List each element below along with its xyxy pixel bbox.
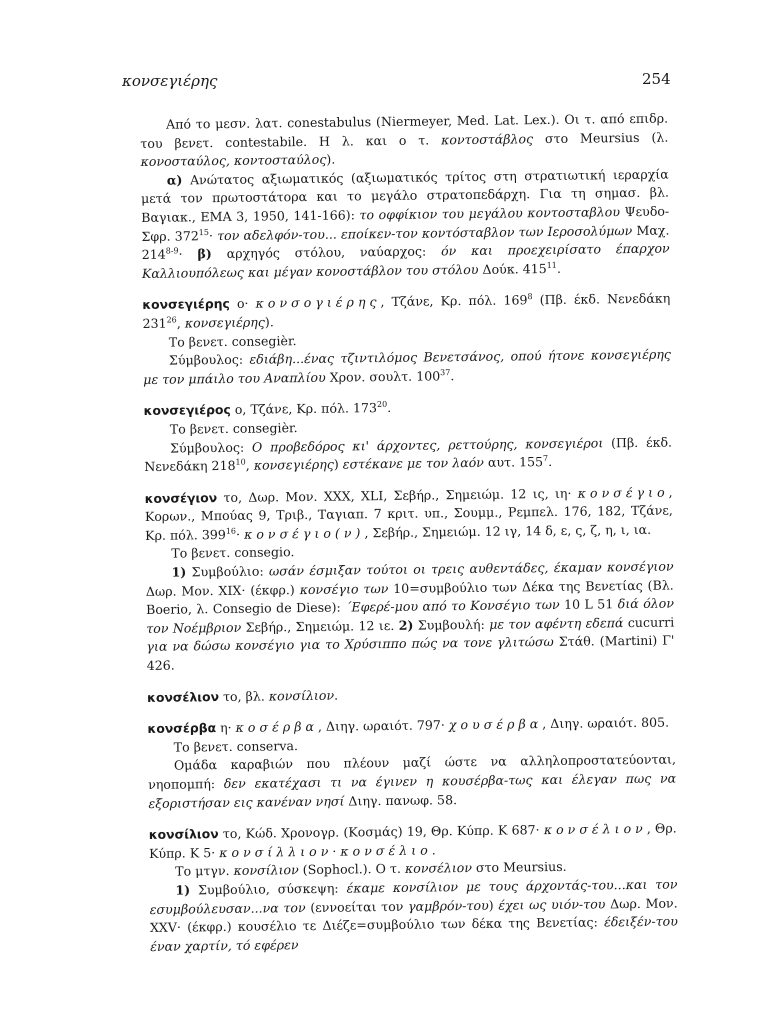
- text-run: το, Δωρ. Μον. XXX, XLI, Σεβήρ., Σημειώμ. 12 ις, ιη·: [217, 485, 578, 505]
- italic-text: δεν εκατέχασι τι να έγινεν η κουσέρβα-τως και έλεγαν πως να εξοριστήσαν εις κανέναν νησί: [148, 770, 677, 811]
- text-run: Το μτγν.: [175, 863, 234, 880]
- italic-text: κονσίλιον: [268, 687, 335, 704]
- headword: κονσέλιον: [147, 688, 220, 705]
- text-run: Δωρ. Μον. XIX· (έκφρ.): [145, 581, 300, 599]
- text-run: , Κορων., Μπούας 9, Τριβ., Ταγιαπ. 7 κριτ. υπ., Σουμμ., Ρεμπελ. 176, 182, Τζάνε, Κρ. πόλ. 399: [144, 484, 673, 543]
- page-number: 254: [642, 70, 671, 88]
- headword: κονσίλιον: [148, 826, 219, 843]
- superscript: 7: [542, 453, 549, 464]
- text-run: , Διηγ. ωραιότ. 805.: [542, 714, 670, 732]
- text-run: ).: [264, 314, 274, 330]
- text-run: Χρον. σουλτ. 100: [325, 368, 441, 385]
- sense-number: 1): [171, 564, 187, 580]
- text-run: ,: [245, 457, 254, 473]
- spaced-variant: χουσέρβα: [448, 716, 543, 733]
- text-run: .: [450, 367, 455, 383]
- italic-text: κονσεγιέρης: [184, 314, 265, 331]
- italic-text: κονσίλιον: [233, 862, 299, 879]
- spaced-variant: κοσέρβα: [235, 719, 319, 736]
- text-run: Σύμβουλος:: [169, 439, 253, 456]
- text-run: (εννοείται τον: [305, 898, 409, 915]
- italic-text: ΄Εφερέ-μου από το Κονσέγιο των: [345, 597, 560, 615]
- superscript: 8: [527, 292, 533, 302]
- text-run: ): [488, 897, 499, 913]
- paragraph: [147, 682, 675, 707]
- superscript: 26: [166, 315, 177, 325]
- italic-text: κονσεγιέρης: [253, 456, 334, 473]
- text-run: .: [387, 400, 392, 416]
- italic-text: με τον αφέντη εδεπά: [489, 614, 624, 632]
- text-run: στο Meursius.: [471, 859, 567, 876]
- text-run: .: [548, 454, 553, 470]
- paragraph: [141, 165, 670, 283]
- spaced-variant: κονσίλλιον: [219, 843, 333, 860]
- italic-text: εστέκανε με τον λαόν: [342, 454, 484, 472]
- headword: κονσέγιον: [144, 489, 218, 506]
- text-run: Ανώτατος αξιωματικός (αξιωματικός τρίτος στη στρατιωτική ιεραρχία μετά τον πρωτοστάτορα και το μεγάλο στρατοπεδάρχη. Για τη σημασ. βλ. Βαγιακ., ΕΜΑ 3, 1950, 141-166):: [140, 166, 670, 225]
- text-run: το, Κώδ. Χρονογρ. (Κοσμάς) 19, Θρ. Κύπρ. Κ 687·: [218, 822, 544, 842]
- spaced-variant: κονσέλιο: [340, 842, 432, 859]
- text-run: Σεβήρ., Σημειώμ. 12 ιε.: [241, 617, 399, 635]
- text-run: ,: [176, 315, 185, 331]
- text-run: (Sophocl.). Ο τ.: [298, 861, 406, 878]
- text-run: ·: [332, 843, 341, 859]
- text-run: Συμβούλιο, σύσκεψη:: [190, 880, 347, 898]
- italic-text: κοντοστάβλος: [441, 130, 534, 147]
- text-run: (Πβ. έκδ. Νενεδάκη 218: [144, 434, 673, 475]
- text-run: το, βλ.: [218, 688, 269, 704]
- text-run: Συμβούλιο:: [186, 563, 270, 580]
- spaced-variant: κονσέγιο(ν): [243, 525, 365, 542]
- text-run: , Σεβήρ., Σημειώμ. 12 ιγ, 14 δ, ε, ς, ζ, η, ι, ια.: [364, 521, 652, 541]
- text-run: Το βενετ. consegièr.: [168, 332, 297, 350]
- text-run: 10 L 51: [559, 596, 618, 613]
- text-run: ·: [235, 526, 245, 542]
- superscript: 15: [198, 227, 209, 237]
- italic-text: το οφφίκιον του μεγάλου κοντοσταβλου: [359, 204, 621, 223]
- paragraph: [144, 433, 672, 477]
- text-run: Το βενετ. consegio.: [171, 544, 295, 562]
- italic-text: εδιάβη...ένας τζιντιλόμος Βενετσάνος, οπού ήτονε κονσεγιέρης με τον μπάιλο του Αναπλίου: [143, 346, 672, 387]
- text-run: Μαχ. 214: [141, 222, 670, 263]
- superscript: 11: [546, 260, 557, 270]
- italic-text: Ο προβεδόρος κι' άρχοντες, ρεττούρης, κονσεγιέροι: [251, 434, 604, 455]
- spaced-variant: κονσέλιον: [543, 821, 647, 838]
- text-run: στο Meursius (λ.: [533, 129, 669, 146]
- italic-text: ωσάν έσμιξαν τούτοι οι τρεις αυθεντάδες, έκαμαν κονσέγιον: [268, 558, 674, 579]
- paragraph: [148, 751, 677, 813]
- sense-number: β): [197, 246, 212, 262]
- text-run: , Τζάνε, Κρ. πόλ. 169: [380, 292, 528, 310]
- italic-text: όν και προεχειρίσατο έπαρχον Καλλιουπόλεως και μέγαν κονοστάβλον του στόλου: [141, 240, 670, 281]
- text-run: ).: [326, 151, 336, 167]
- italic-text: κονσέλιον: [404, 860, 473, 877]
- superscript: 20: [376, 400, 388, 410]
- text-run: .: [556, 260, 561, 276]
- text-run: 10=συμβούλιο των Δέκα της Βενετίας (Βλ. Boerio, λ. Consegio de Diese):: [145, 577, 674, 618]
- headword: κονσέρβα: [147, 720, 217, 737]
- paragraph: [142, 290, 670, 334]
- headword: κονσεγιέρος: [143, 402, 231, 419]
- sense-number: 2): [398, 617, 414, 633]
- superscript: 8-9: [165, 246, 179, 256]
- italic-text: έκαμε κονσίλιον με τους άρχοντάς-του...και τον εσυμβούλευσαν...να τον: [149, 876, 678, 917]
- italic-text: τον αδελφόν-του... εποίκεν-τον κοντόσταβλον των Ιεροσολύμων: [217, 222, 633, 243]
- italic-text: κονσέγιο των: [299, 580, 389, 597]
- text-run: Το βενετ. consegièr.: [169, 420, 298, 437]
- italic-text: έχει ως υιόν-του: [498, 895, 606, 913]
- superscript: 16: [225, 526, 237, 536]
- text-run: ): [333, 456, 343, 472]
- running-head-word: κονσεγιέρης: [122, 72, 218, 90]
- text-run: ·: [178, 246, 198, 262]
- paragraph: [149, 875, 678, 956]
- headword: κονσεγιέρης: [142, 296, 230, 313]
- text-run: ο, Τζάνε, Κρ. πόλ. 173: [230, 400, 378, 418]
- paragraph: [145, 558, 674, 676]
- spaced-variant: κονσογιέρης: [255, 294, 381, 311]
- text-run: Το βενετ. conserva.: [173, 737, 299, 755]
- text-run: αυτ. 155: [483, 454, 544, 470]
- text-run: Από το μεσν. λατ. conestabulus (Niermeyer, Med. Lat. Lex.). Οι τ. από επιδρ. του βενετ. contestabile. Η λ. και ο τ.: [140, 110, 669, 151]
- text-run: αρχηγός στόλου, ναύαρχος:: [211, 243, 442, 262]
- sense-number: α): [166, 172, 183, 188]
- text-run: Διηγ. πανωφ. 58.: [344, 791, 458, 809]
- italic-text: κονοσταύλος, κοντοσταύλος: [140, 151, 327, 170]
- text-run: Ψευδο-Σφρ. 372: [141, 203, 670, 244]
- paragraph: [149, 820, 677, 864]
- entry-body: [140, 110, 678, 957]
- paragraph: [145, 483, 674, 545]
- sense-number: 1): [175, 882, 191, 898]
- text-run: .: [333, 687, 339, 703]
- text-run: Συμβουλή:: [413, 616, 490, 633]
- text-run: Δούκ. 415: [478, 260, 547, 277]
- paragraph: [143, 346, 671, 390]
- superscript: 37: [440, 367, 451, 377]
- text-run: Σύμβουλος:: [168, 351, 250, 368]
- italic-text: διά όλον τον Νοέμβριον: [146, 595, 675, 636]
- text-run: Ομάδα καραβιών που πλέουν μαζί ώστε να αλληλοπροστατεύονται, νηοπομπή:: [148, 751, 676, 792]
- italic-text: για να δώσω κονσέγιο για το Χρύσιππο πώς να τονε γλιτώσω: [146, 634, 554, 655]
- text-run: Δωρ. Μον. XXV· (έκφρ.) κουσέλιο τε Διέζε=συμβούλιο των δέκα της Βενετίας:: [149, 895, 678, 936]
- text-run: .: [431, 842, 436, 858]
- text-run: Στάθ. (Martini) Γ' 426.: [146, 632, 675, 673]
- italic-text: γαμβρόν-του: [407, 897, 489, 914]
- text-run: , Διηγ. ωραιότ. 797·: [317, 717, 449, 735]
- text-run: ο·: [229, 295, 256, 312]
- text-run: cucurri: [623, 614, 675, 630]
- text-run: η·: [215, 720, 236, 736]
- spaced-variant: κονσέγιο: [577, 484, 669, 501]
- italic-text: έδειξέν-του έναν χαρτίν, τό εφέρεν: [150, 913, 678, 954]
- text-run: ·: [208, 227, 218, 243]
- superscript: 10: [235, 457, 246, 467]
- text-run: (Πβ. έκδ. Νενεδάκη 231: [142, 290, 671, 331]
- text-run: , Θρ. Κύπρ. Κ 5·: [148, 820, 677, 861]
- paragraph: [140, 110, 669, 172]
